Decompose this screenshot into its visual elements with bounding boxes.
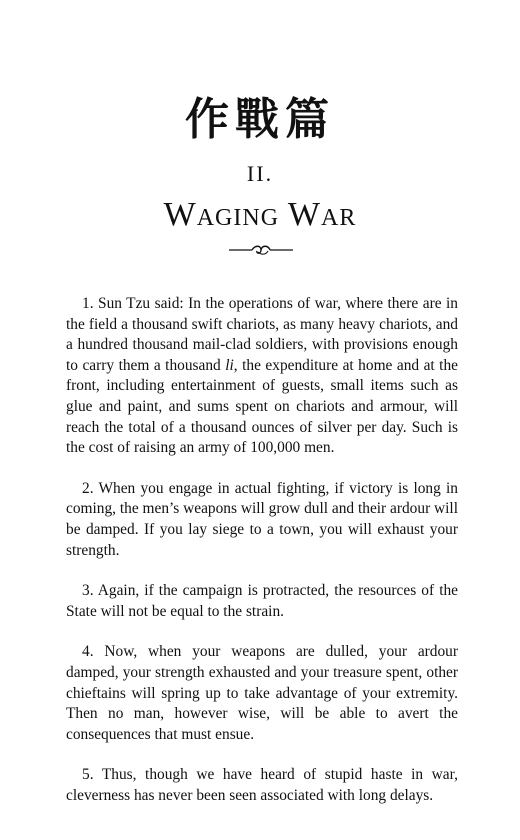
paragraph-4: 4. Now, when your weapons are dulled, your ardour damped, your strength exhausted and your treasure spent, other chieftains will spring up to take advantage of your extremity. Then no man, however wise, will be able to avert the consequences that must ensue. <box>66 643 458 743</box>
chapter-title: Waging War <box>163 196 357 233</box>
chapter-body <box>66 294 458 826</box>
paragraph-3: 3. Again, if the campaign is protracted, the resources of the State will not be equal to the strain. <box>66 582 458 620</box>
chapter-number: II. <box>246 161 274 186</box>
paragraph-1-text-b: , the expenditure at home and at the front, including entertainment of guests, small items such as glue and paint, and sums spent on chariots and armour, will reach the total of a thousand ounces of silver per day. Such is the cost of raising an army of 100,000 men. <box>66 356 458 457</box>
chinese-chapter-title: 作戰篇 <box>185 94 335 145</box>
paragraph-1-text-a: 1. Sun Tzu said: In the operations of war, where there are in the field a thousand swift chariots, as many heavy chariots, and a hundred thousand mail-clad soldiers, with provisions enough to carry them a thousand <box>66 295 458 374</box>
paragraph-1-italic-term: li <box>225 356 234 374</box>
flourish-ornament-icon <box>228 242 294 258</box>
paragraph-5: 5. Thus, though we have heard of stupid haste in war, cleverness has never been seen associated with long delays. <box>66 766 458 804</box>
paragraph-1 <box>66 294 458 459</box>
paragraph-2: 2. When you engage in actual fighting, if victory is long in coming, the men’s weapons will grow dull and their ardour will be damped. If you lay siege to a town, you will exhaust your strength. <box>66 479 458 559</box>
